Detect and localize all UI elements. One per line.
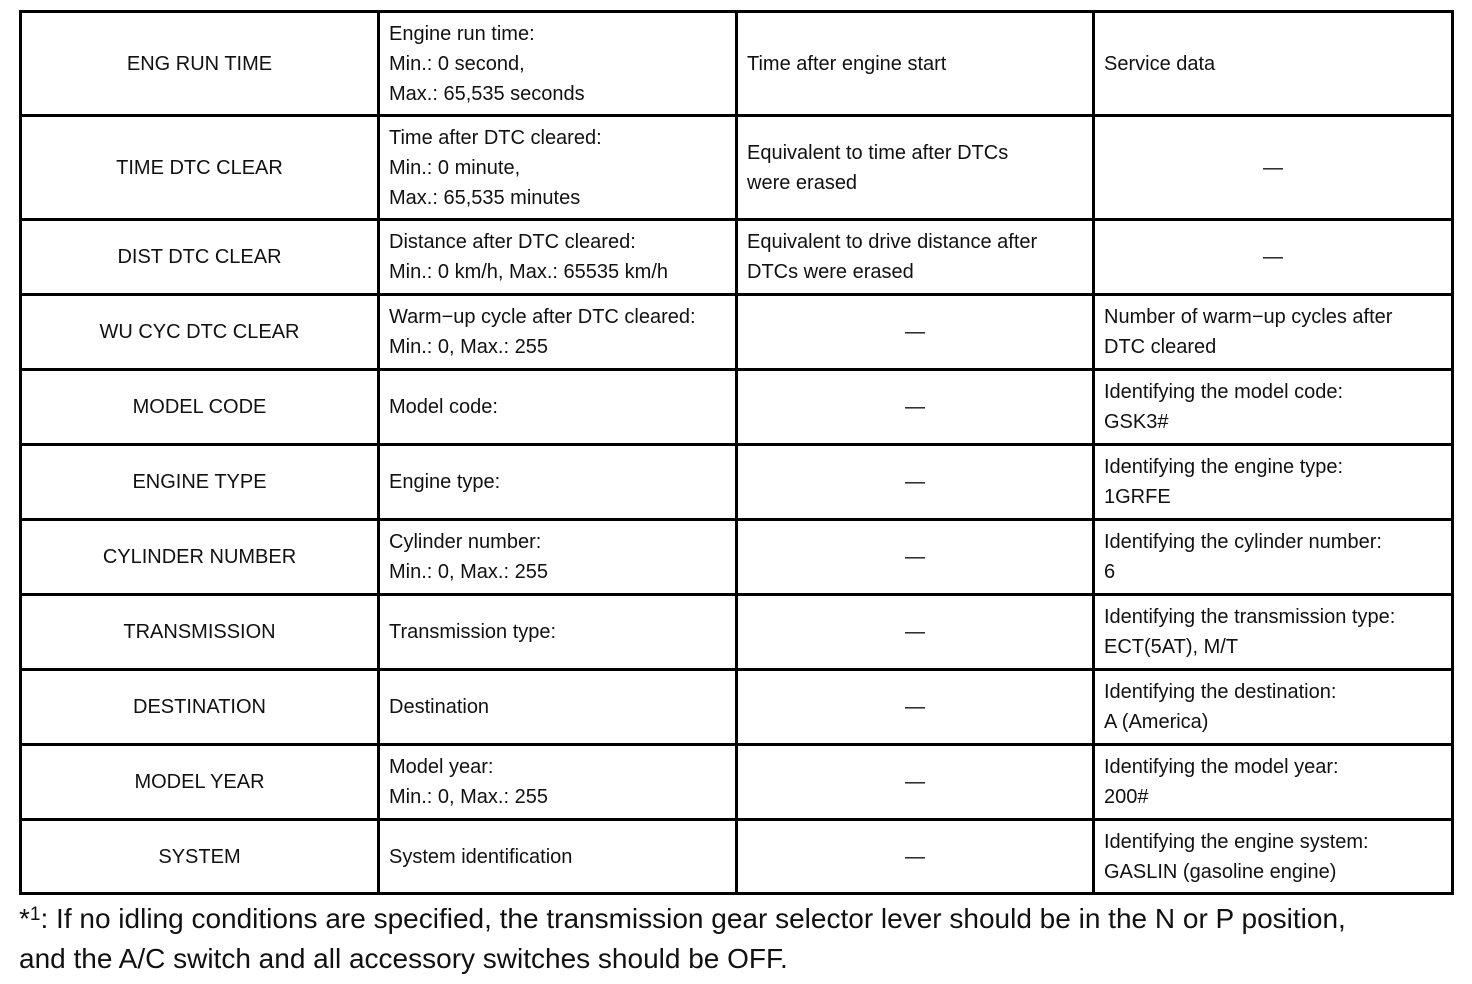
data-list-sheet (19, 10, 1451, 895)
item-label: CYLINDER NUMBER (102, 546, 297, 568)
normal-condition-line: were erased (747, 171, 858, 194)
table-row (21, 220, 1453, 295)
normal-condition-line: Equivalent to drive distance after (747, 231, 1038, 253)
diagnostic-note-cell (1094, 370, 1453, 445)
table-row (21, 370, 1453, 445)
diagnostic-note-line: GSK3# (1104, 411, 1169, 433)
normal-condition-cell (737, 12, 1094, 116)
item-label: DESTINATION (133, 696, 266, 718)
measurement-cell (379, 295, 737, 370)
footnote-text-2: and the A/C switch and all accessory switches should be OFF. (19, 943, 788, 974)
diagnostic-note-cell (1094, 670, 1453, 745)
diagnostic-note-line: DTC cleared (1104, 336, 1217, 358)
footnote-marker: * (19, 903, 30, 934)
measurement-line: Warm−up cycle after DTC cleared: (389, 306, 696, 328)
measurement-line: Min.: 0, Max.: 255 (389, 786, 548, 808)
diagnostic-note-line: Identifying the transmission type: (1104, 606, 1396, 628)
normal-condition-cell (737, 595, 1094, 670)
dash-mark: — (1263, 246, 1283, 268)
measurement-line: Max.: 65,535 seconds (389, 82, 585, 105)
measurement-cell (379, 116, 737, 220)
normal-condition-cell (737, 820, 1094, 894)
measurement-line: Engine type: (389, 471, 501, 493)
footnote-number: 1 (29, 904, 41, 925)
measurement-line: Min.: 0, Max.: 255 (389, 336, 548, 358)
item-label: SYSTEM (158, 845, 241, 868)
item-cell (21, 116, 379, 220)
diagnostic-note-cell (1094, 520, 1453, 595)
table-row (21, 820, 1453, 894)
measurement-cell (379, 220, 737, 295)
table-row (21, 745, 1453, 820)
normal-condition-cell (737, 745, 1094, 820)
dash-mark: — (905, 396, 925, 418)
measurement-cell (379, 12, 737, 116)
item-label: MODEL CODE (132, 396, 267, 418)
dash-mark: — (905, 621, 925, 643)
diagnostic-note-cell (1094, 295, 1453, 370)
diagnostic-note-cell (1094, 12, 1453, 116)
measurement-line: Engine run time: (389, 22, 535, 45)
normal-condition-line: DTCs were erased (747, 261, 914, 283)
dash-mark: — (905, 546, 925, 568)
diagnostic-note-line: Identifying the destination: (1104, 681, 1337, 703)
measurement-line: Min.: 0 minute, (389, 156, 521, 179)
measurement-line: System identification (389, 845, 573, 868)
normal-condition-cell (737, 295, 1094, 370)
item-cell (21, 220, 379, 295)
measurement-line: Distance after DTC cleared: (389, 231, 636, 253)
footnote-line-1 (19, 899, 1459, 939)
item-cell (21, 370, 379, 445)
table-row (21, 12, 1453, 116)
item-cell (21, 745, 379, 820)
diagnostic-note-cell (1094, 820, 1453, 894)
diagnostic-note-line: Number of warm−up cycles after (1104, 306, 1393, 328)
measurement-line: Min.: 0, Max.: 255 (389, 561, 548, 583)
measurement-cell (379, 445, 737, 520)
diagnostic-note-line: 6 (1104, 561, 1116, 583)
diagnostic-note-line: Identifying the model year: (1104, 756, 1339, 778)
diagnostic-note-line: 200# (1104, 786, 1149, 808)
table-row (21, 445, 1453, 520)
measurement-line: Model year: (389, 756, 494, 778)
item-cell (21, 520, 379, 595)
measurement-cell (379, 370, 737, 445)
item-label: WU CYC DTC CLEAR (99, 321, 300, 343)
item-label: DIST DTC CLEAR (117, 246, 282, 268)
table-body (21, 12, 1453, 894)
table-row (21, 295, 1453, 370)
diagnostic-note-cell (1094, 745, 1453, 820)
table-row (21, 520, 1453, 595)
diagnostic-note-cell (1094, 595, 1453, 670)
measurement-cell (379, 670, 737, 745)
measurement-line: Time after DTC cleared: (389, 126, 602, 149)
diagnostic-note-cell (1094, 220, 1453, 295)
footnote-text-1: : If no idling conditions are specified, the transmission gear selector lever should be in the N or P position, (40, 903, 1346, 934)
diagnostic-note-line: Identifying the engine system: (1104, 830, 1369, 853)
dash-mark: — (905, 771, 925, 793)
dash-mark: — (905, 696, 925, 718)
diagnostic-note-cell (1094, 116, 1453, 220)
measurement-cell (379, 520, 737, 595)
normal-condition-line: Time after engine start (747, 52, 947, 75)
item-label: ENG RUN TIME (126, 52, 273, 75)
measurement-line: Min.: 0 km/h, Max.: 65535 km/h (389, 261, 668, 283)
diagnostic-note-line: Identifying the engine type: (1104, 456, 1344, 478)
measurement-line: Transmission type: (389, 621, 557, 643)
dash-mark: — (1263, 156, 1283, 179)
normal-condition-cell (737, 370, 1094, 445)
normal-condition-cell (737, 520, 1094, 595)
measurement-cell (379, 745, 737, 820)
diagnostic-note-line: GASLIN (gasoline engine) (1104, 860, 1337, 883)
normal-condition-line: Equivalent to time after DTCs (747, 141, 1009, 164)
normal-condition-cell (737, 670, 1094, 745)
diagnostic-note-line: A (America) (1104, 711, 1209, 733)
item-label: TRANSMISSION (123, 621, 276, 643)
data-list-table (19, 10, 1454, 895)
table-row (21, 670, 1453, 745)
item-cell (21, 670, 379, 745)
diagnostic-note-line: ECT(5AT), M/T (1104, 636, 1239, 658)
normal-condition-cell (737, 220, 1094, 295)
item-cell (21, 445, 379, 520)
measurement-line: Cylinder number: (389, 531, 542, 553)
dash-mark: — (905, 471, 925, 493)
item-cell (21, 820, 379, 894)
table-row (21, 116, 1453, 220)
dash-mark: — (905, 321, 925, 343)
item-label: MODEL YEAR (134, 771, 265, 793)
diagnostic-note-cell (1094, 445, 1453, 520)
diagnostic-note-line: Identifying the cylinder number: (1104, 531, 1382, 553)
measurement-line: Destination (389, 696, 490, 718)
measurement-line: Model code: (389, 396, 498, 418)
diagnostic-note-line: 1GRFE (1104, 486, 1171, 508)
item-cell (21, 12, 379, 116)
dash-mark: — (905, 845, 925, 868)
measurement-line: Min.: 0 second, (389, 52, 525, 75)
diagnostic-note-line: Service data (1104, 52, 1216, 75)
item-label: ENGINE TYPE (132, 471, 267, 493)
measurement-cell (379, 595, 737, 670)
measurement-line: Max.: 65,535 minutes (389, 186, 581, 209)
normal-condition-cell (737, 445, 1094, 520)
item-label: TIME DTC CLEAR (116, 156, 283, 179)
normal-condition-cell (737, 116, 1094, 220)
measurement-cell (379, 820, 737, 894)
diagnostic-note-line: Identifying the model code: (1104, 381, 1344, 403)
footnote (19, 899, 1459, 979)
item-cell (21, 595, 379, 670)
table-row (21, 595, 1453, 670)
item-cell (21, 295, 379, 370)
